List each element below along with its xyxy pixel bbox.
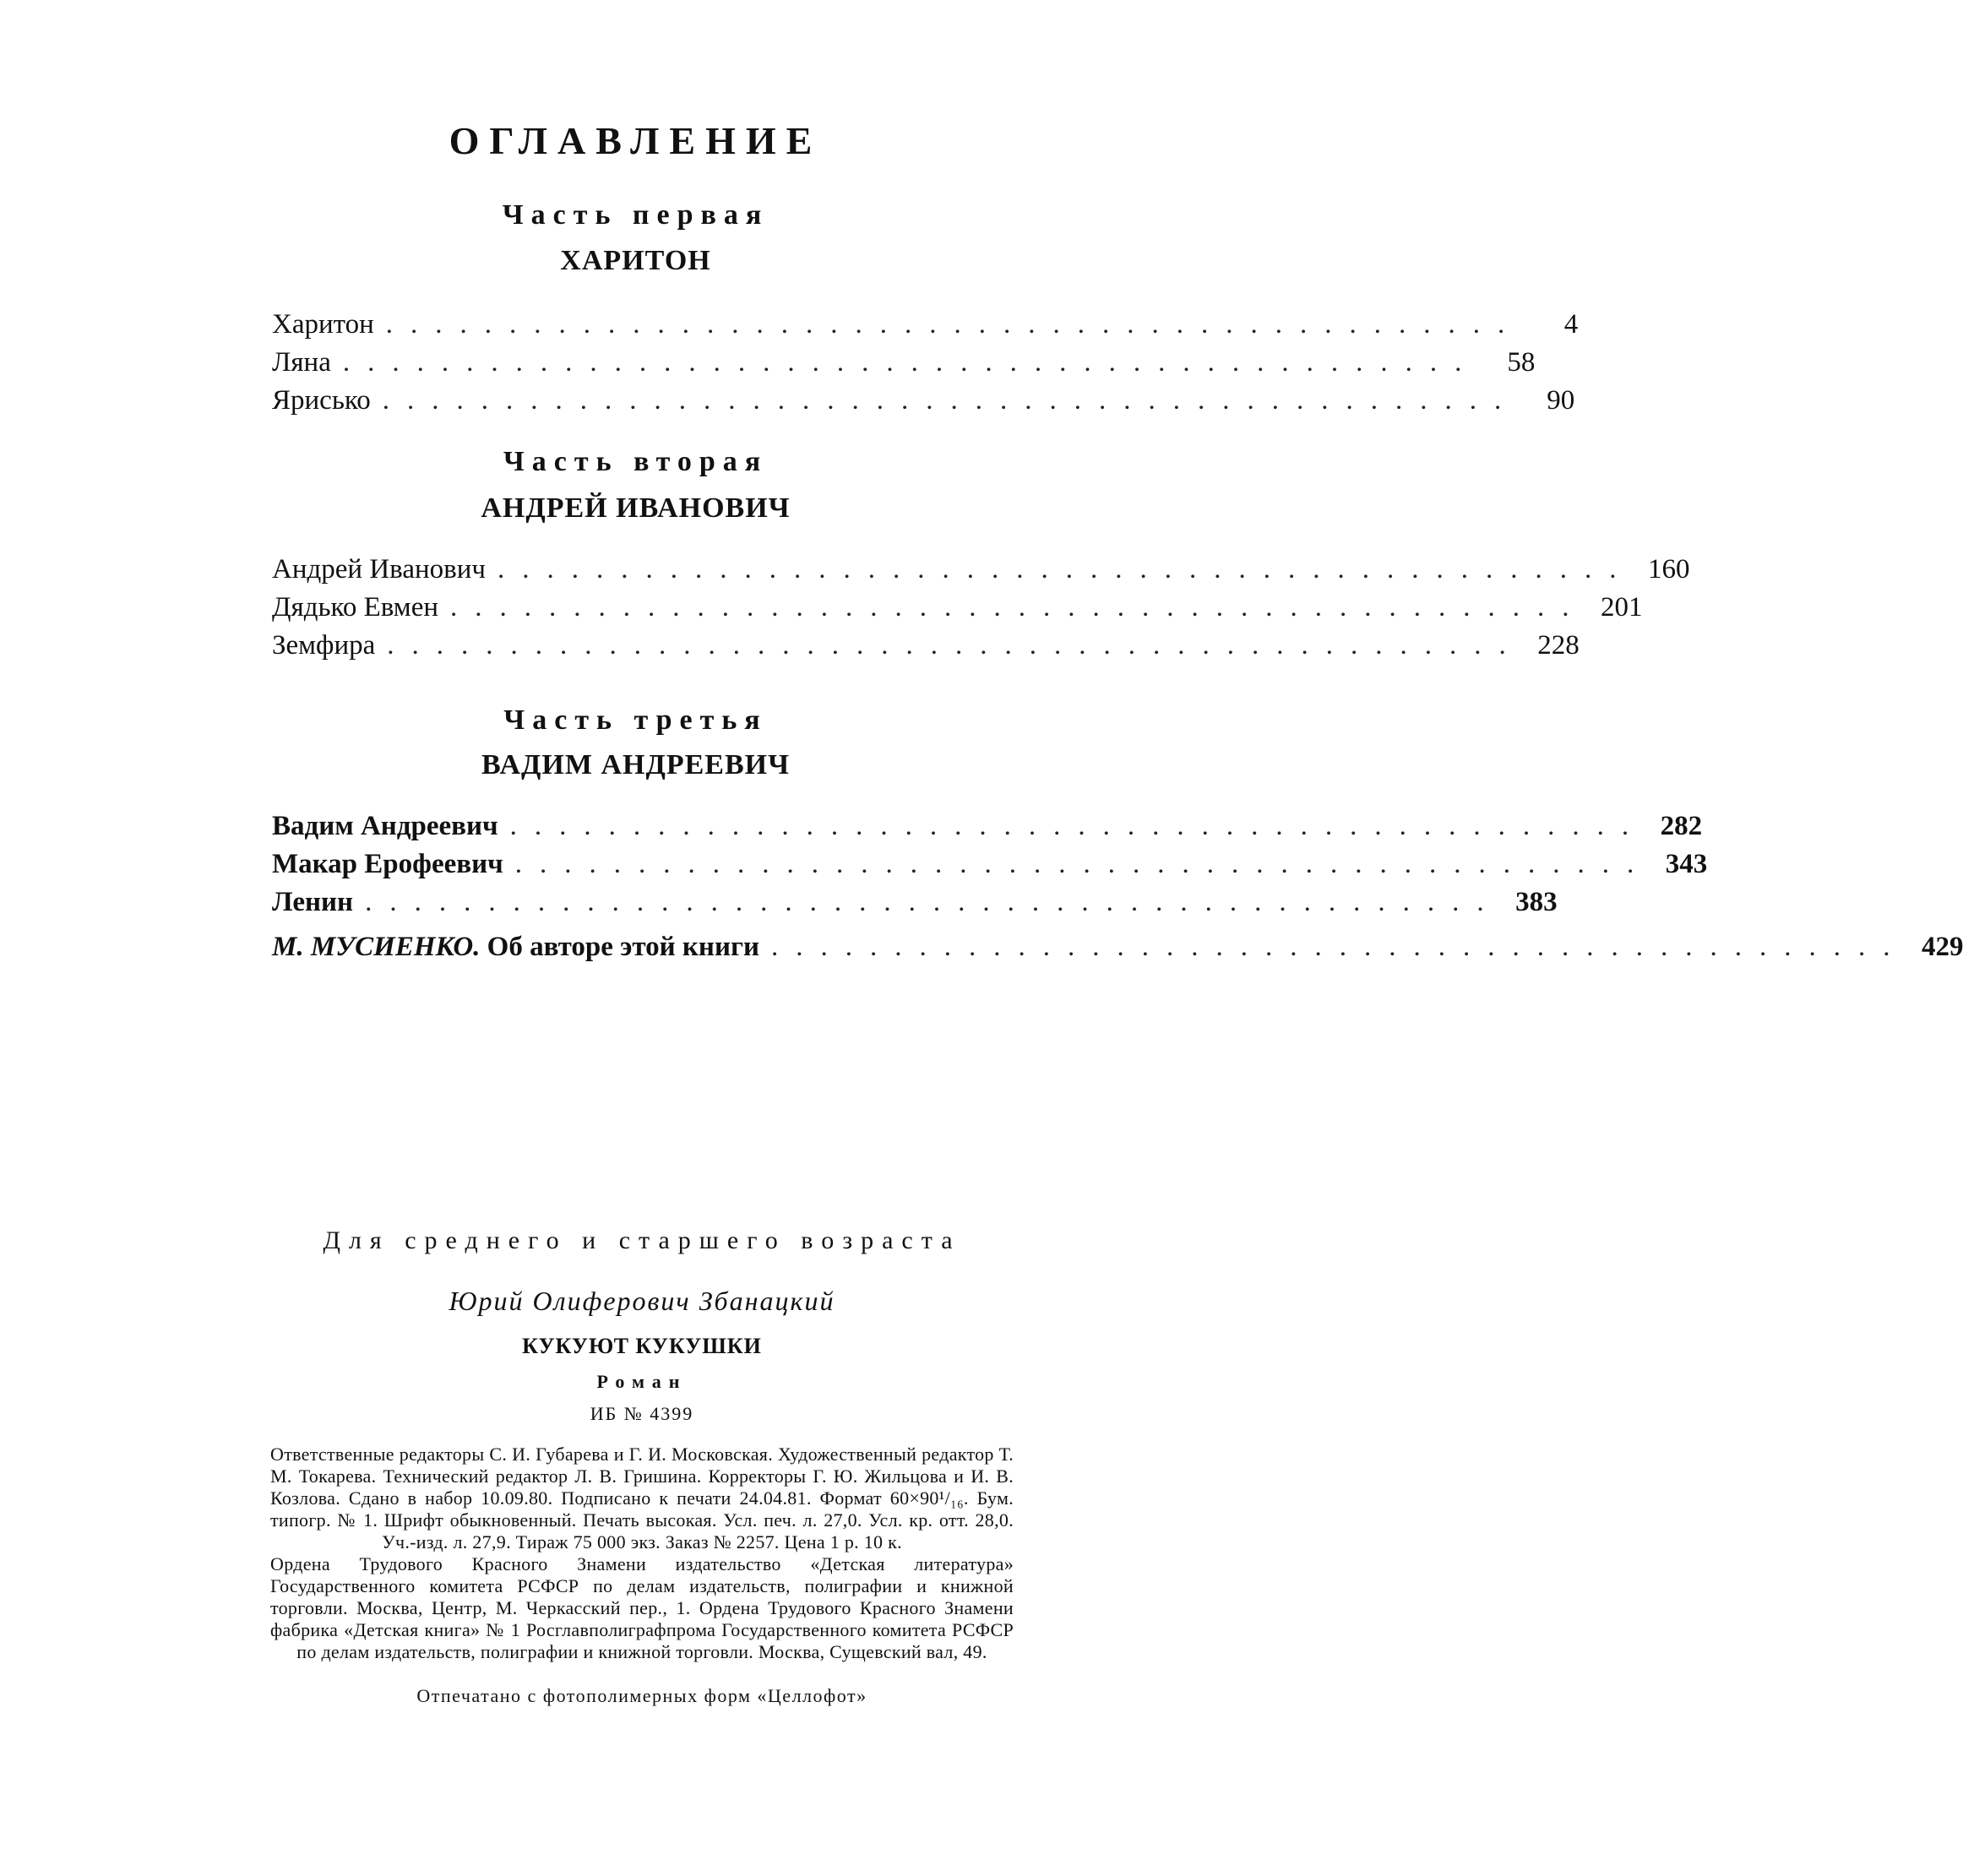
entry-page: 228 <box>1537 630 1580 661</box>
dot-leader: .............................................. <box>450 592 1587 623</box>
part-3-entries <box>272 811 1963 970</box>
part-1-label: Часть первая <box>502 199 769 231</box>
toc-entry[interactable] <box>272 347 1536 385</box>
toc-entry[interactable] <box>272 592 1643 630</box>
entry-page: 383 <box>1515 887 1558 917</box>
toc-title: ОГЛАВЛЕНИЕ <box>449 119 823 162</box>
part-3-label: Часть третья <box>503 704 768 736</box>
dot-leader: .............................................. <box>509 811 1647 841</box>
dot-leader: .............................................. <box>770 932 1908 962</box>
editorial-credits: Ответственные редакторы С. И. Губарева и Г. И. Московская. Художественный редактор Т. М. Токарева. Технический редактор Л. В. Гришина. Корректоры Г. Ю. Жильцова и И. В. Козлова. Сдано в набор 10.09.80. Подписано к печати 24.04.81. Формат 60×90¹/₁₆. Бум. типогр. № 1. Шрифт обыкновенный. Печать высокая. Усл. печ. л. 27,0. Усл. кр. отт. 28,0. Уч.-изд. л. 27,9. Тираж 75 000 экз. Заказ № 2257. Цена 1 р. 10 к. <box>270 1444 1014 1552</box>
toc-entry-afterword[interactable] <box>272 932 1963 970</box>
dot-leader: .............................................. <box>497 554 1634 585</box>
toc-entry[interactable] <box>272 849 1708 887</box>
part-2-label: Часть вторая <box>503 446 769 477</box>
dot-leader: .............................................. <box>387 630 1524 661</box>
entry-title: Ляна <box>272 347 331 378</box>
entry-page: 201 <box>1601 592 1643 623</box>
publisher-credits: Ордена Трудового Красного Знамени издательство «Детская литература» Государственного комитета РСФСР по делам издательств, полиграфии и книжной торговли. Москва, Центр, М. Черкасский пер., 1. Ордена Трудового Красного Знамени фабрика «Детская книга» № 1 Росглавполиграфпрома Государственного комитета РСФСР по делам издательств, полиграфии и книжной торговли. Москва, Сущевский вал, 49. <box>270 1553 1014 1662</box>
part-2-entries <box>272 554 1690 668</box>
toc-entry[interactable] <box>272 385 1575 423</box>
afterword-title: Об авторе этой книги <box>487 932 759 962</box>
part-3-title: ВАДИМ АНДРЕЕВИЧ <box>481 749 791 780</box>
entry-page: 160 <box>1647 554 1690 585</box>
part-1-title: ХАРИТОН <box>560 245 711 276</box>
entry-title: Земфира <box>272 630 376 661</box>
entry-title: Харитон <box>272 309 374 340</box>
toc-entry[interactable] <box>272 887 1558 925</box>
dot-leader: .............................................. <box>514 849 1652 879</box>
afterword-author: М. МУСИЕНКО. <box>272 932 481 962</box>
toc-entry[interactable] <box>272 630 1580 668</box>
age-group: Для среднего и старшего возраста <box>323 1226 961 1254</box>
toc-entry[interactable] <box>272 309 1579 347</box>
ib-number: ИБ № 4399 <box>590 1403 694 1424</box>
entry-page: 58 <box>1507 347 1536 378</box>
dot-leader: .............................................. <box>342 347 1480 378</box>
entry-title <box>272 932 771 963</box>
entry-title: Ленин <box>272 887 354 917</box>
entry-page: 282 <box>1660 811 1703 841</box>
part-2-title: АНДРЕЙ ИВАНОВИЧ <box>481 492 791 524</box>
entry-title: Дядько Евмен <box>272 592 439 623</box>
publication-credits <box>270 1444 1014 1663</box>
entry-title: Андрей Иванович <box>272 554 486 585</box>
entry-title: Макар Ерофеевич <box>272 849 503 879</box>
dot-leader: .............................................. <box>382 385 1520 416</box>
book-genre: Роман <box>596 1371 688 1392</box>
print-note: Отпечатано с фотополимерных форм «Целлофот» <box>416 1685 867 1706</box>
entry-page: 343 <box>1665 849 1708 879</box>
dot-leader: .............................................. <box>365 887 1502 917</box>
part-1-entries <box>272 309 1579 423</box>
entry-title: Вадим Андреевич <box>272 811 498 841</box>
entry-page: 4 <box>1563 309 1579 340</box>
entry-title: Ярисько <box>272 385 371 416</box>
entry-page: 90 <box>1547 385 1575 416</box>
toc-entry[interactable] <box>272 811 1703 849</box>
book-author: Юрий Олиферович Збанацкий <box>449 1286 835 1316</box>
book-title: КУКУЮТ КУКУШКИ <box>522 1334 762 1358</box>
imprint <box>270 1226 1014 1707</box>
toc-entry[interactable] <box>272 554 1690 592</box>
dot-leader: .............................................. <box>385 309 1523 340</box>
entry-page: 429 <box>1921 932 1963 962</box>
